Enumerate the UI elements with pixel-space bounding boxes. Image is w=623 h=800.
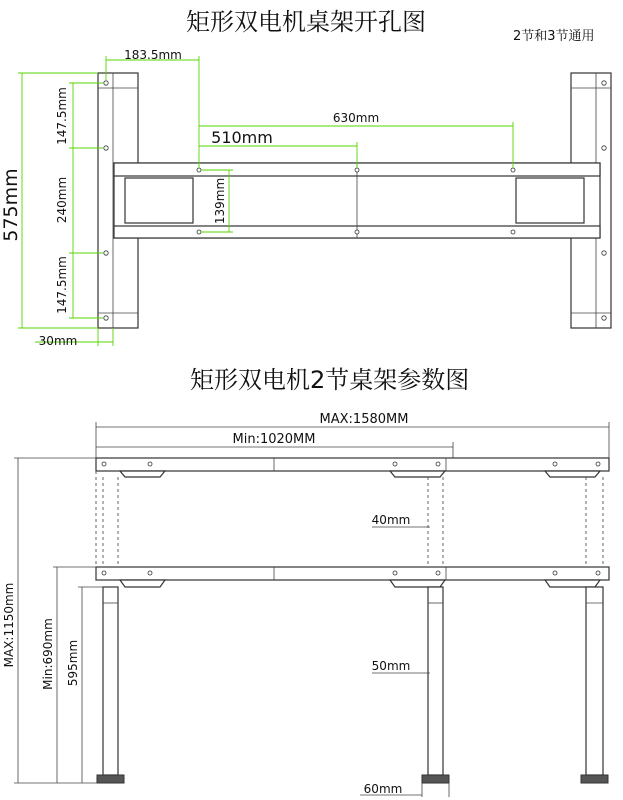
feet (97, 775, 608, 783)
hole-layout-diagram (0, 0, 623, 348)
max-width-label: MAX:1580MM (319, 412, 409, 427)
dim-edge-offset-label: 30mm (38, 334, 78, 348)
dim-inner-height-label: 139mm (213, 177, 227, 225)
diagram1-note: 2节和3节通用 (513, 29, 595, 44)
height-dimensions (14, 458, 103, 783)
dim-height-total-label: 575mm (0, 168, 22, 242)
legs (103, 587, 603, 775)
column-upper-label: 40mm (371, 513, 411, 527)
column-lower-label: 50mm (371, 659, 411, 673)
leg-height-label: 595mm (66, 639, 80, 687)
dim-width-outer-label: 630mm (332, 111, 380, 125)
crossbeam (114, 163, 600, 238)
max-height-label: MAX:1150mm (2, 582, 16, 668)
diagram2-title: 矩形双电机2节桌架参数图 (190, 366, 470, 394)
frame-parameter-diagram (0, 400, 623, 800)
dim-top-offset-label: 183.5mm (124, 48, 182, 62)
dim-width-inner-label: 510mm (211, 128, 273, 147)
dim-seg-mid-label: 240mm (55, 176, 69, 224)
extended-legs (96, 471, 603, 568)
dim-seg-top-label: 147.5mm (55, 87, 69, 145)
foot-label: 60mm (363, 782, 403, 796)
dim-seg-bottom-label: 147.5mm (55, 256, 69, 314)
lower-frame (96, 567, 609, 587)
diagram1-title: 矩形双电机桌架开孔图 (186, 8, 426, 36)
min-height-label: Min:690mm (41, 618, 55, 690)
min-width-label: Min:1020MM (232, 432, 316, 447)
upper-frame (96, 458, 609, 477)
width-dimensions (96, 422, 609, 458)
